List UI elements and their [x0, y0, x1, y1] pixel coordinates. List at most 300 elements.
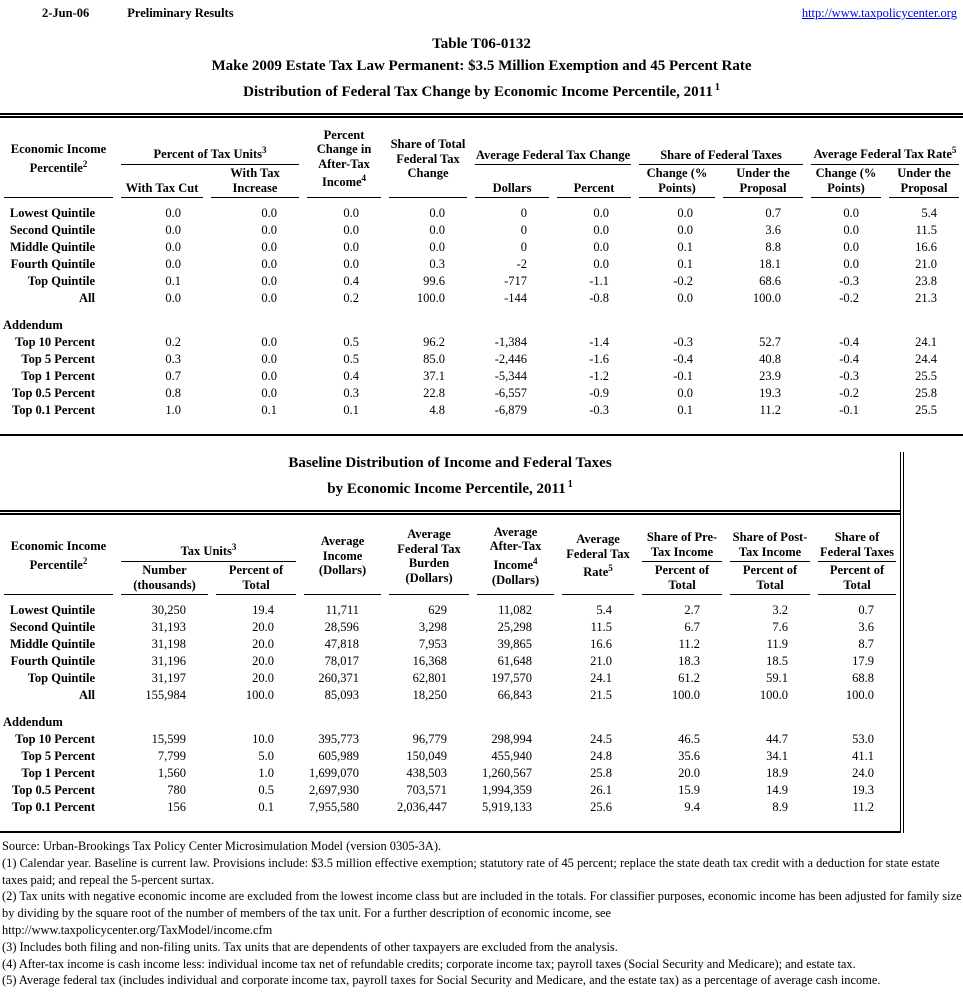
table-row — [0, 731, 900, 748]
cell-value: 16,368 — [412, 654, 448, 668]
cell-value: 0.5 — [343, 335, 360, 349]
table-row — [0, 619, 900, 636]
cell-value: 0.0 — [165, 206, 181, 220]
cell-value: 0.1 — [258, 800, 275, 814]
cell-value: -6,879 — [494, 403, 528, 417]
cell-value: 150,049 — [406, 749, 448, 763]
cell-value: 6.7 — [684, 620, 701, 634]
cell-value: 66,843 — [497, 688, 533, 702]
cell-value: 7.6 — [772, 620, 789, 634]
cell-value: 0.0 — [843, 257, 860, 271]
cell-value: 0.0 — [429, 240, 446, 254]
row-label: Top 0.5 Percent — [12, 783, 95, 797]
col-average-after-tax-income: Average After-Tax Income$^4$ (Dollars) — [473, 517, 558, 595]
cell-value: 703,571 — [406, 783, 448, 797]
cell-value: -0.1 — [673, 369, 694, 383]
cell-value: -6,557 — [494, 386, 528, 400]
cell-value: -0.3 — [839, 369, 860, 383]
table1-titles — [0, 33, 963, 103]
cell-value: 40.8 — [759, 352, 782, 366]
tax-change-main-rows — [0, 198, 963, 307]
cell-value: 18.9 — [766, 766, 789, 780]
col-with-tax-increase: With Tax Increase — [207, 165, 303, 198]
row-label: All — [79, 688, 95, 702]
col-percent-of-total-pre: Percent of Total — [638, 562, 726, 595]
cell-value: 0.0 — [677, 386, 694, 400]
cell-value: 0.0 — [165, 291, 181, 305]
cell-value: 100.0 — [245, 688, 275, 702]
footnote-line: (1) Calendar year. Baseline is current law. Provisions include: $3.5 million effective exemption; statutory rate of 45 percent; replace the state death tax credit with a deduction for state estate taxes paid; and repeal the 5-percent surtax. — [2, 855, 940, 887]
cell-value: 455,940 — [491, 749, 533, 763]
cell-value: 0.0 — [593, 223, 610, 237]
col-percent-of-total-fed: Percent of Total — [814, 562, 900, 595]
cell-value: 24.5 — [590, 732, 613, 746]
cell-value: -2,446 — [494, 352, 528, 366]
cell-value: 19.3 — [759, 386, 782, 400]
cell-value: 20.0 — [678, 766, 701, 780]
cell-value: 8.8 — [765, 240, 782, 254]
cell-value: 15,599 — [151, 732, 186, 746]
cell-value: 0.8 — [165, 386, 181, 400]
cell-value: 0.0 — [261, 352, 278, 366]
addendum-label: Addendum — [3, 715, 63, 729]
cell-value: 0.0 — [261, 386, 278, 400]
cell-value: 100.0 — [752, 291, 782, 305]
cell-value: 1,560 — [157, 766, 186, 780]
cell-value: 24.1 — [590, 671, 613, 685]
footnote-line: (4) After-tax income is cash income less: individual income tax net of refundable credits; corporate income tax; payroll taxes (Social Security and Medicare); and estate tax. — [2, 956, 856, 971]
cell-value: 0.0 — [343, 240, 360, 254]
cell-value: 11.5 — [590, 620, 613, 634]
addendum-label: Addendum — [3, 318, 63, 332]
cell-value: 24.1 — [915, 335, 938, 349]
cell-value: -0.8 — [589, 291, 610, 305]
col-percent-of-total-post: Percent of Total — [726, 562, 814, 595]
cell-value: 0.0 — [343, 223, 360, 237]
cell-value: -0.2 — [839, 291, 860, 305]
row-label: Top 10 Percent — [15, 335, 95, 349]
cell-value: 25,298 — [497, 620, 533, 634]
cell-value: -1.4 — [589, 335, 610, 349]
status-label: Preliminary Results — [127, 6, 234, 20]
cell-value: 0.0 — [165, 257, 181, 271]
cell-value: 0.7 — [165, 369, 181, 383]
baseline-table-header — [0, 517, 900, 595]
cell-value: 17.9 — [852, 654, 875, 668]
cell-value: 25.5 — [915, 403, 938, 417]
cell-value: 605,989 — [318, 749, 360, 763]
footnote-ref-3: 3 — [261, 145, 267, 156]
tax-change-addendum-head — [0, 307, 963, 334]
cell-value: -0.4 — [673, 352, 694, 366]
cell-value: 0.5 — [258, 783, 275, 797]
cell-value: 0.3 — [165, 352, 181, 366]
group-average-federal-tax-change: Average Federal Tax Change — [471, 120, 635, 165]
group-share-post-tax-income: Share of Post-Tax Income — [726, 517, 814, 562]
cell-value: 8.7 — [858, 637, 875, 651]
footnote-line: http://www.taxpolicycenter.org/TaxModel/income.cfm — [2, 922, 273, 937]
cell-value: 4.8 — [429, 403, 446, 417]
cell-value: 11.5 — [915, 223, 938, 237]
cell-value: 438,503 — [406, 766, 448, 780]
row-label: Top 5 Percent — [21, 352, 95, 366]
row-label: Top 10 Percent — [15, 732, 95, 746]
row-label: Middle Quintile — [9, 637, 95, 651]
cell-value: 22.8 — [423, 386, 446, 400]
taxpolicycenter-link[interactable]: http://www.taxpolicycenter.org — [801, 6, 957, 20]
cell-value: 0.7 — [858, 603, 875, 617]
table-row — [0, 368, 963, 385]
tax-change-table — [0, 120, 963, 419]
cell-value: 0.0 — [261, 223, 278, 237]
cell-value: 37.1 — [423, 369, 446, 383]
table2-subtitle: by Economic Income Percentile, 2011 $^1$ — [327, 479, 573, 497]
cell-value: 23.8 — [915, 274, 938, 288]
cell-value: 53.0 — [852, 732, 875, 746]
cell-value: 0.0 — [593, 240, 610, 254]
cell-value: 35.6 — [678, 749, 701, 763]
cell-value: 21.0 — [915, 257, 938, 271]
col-under-proposal-rate: Under the Proposal — [885, 165, 963, 198]
cell-value: -1.2 — [589, 369, 610, 383]
cell-value: 0.1 — [677, 240, 694, 254]
tax-change-table-wrapper — [0, 113, 963, 436]
cell-value: 7,799 — [157, 749, 186, 763]
row-label: Top 1 Percent — [21, 369, 95, 383]
baseline-section — [0, 452, 904, 833]
cell-value: 156 — [167, 800, 186, 814]
cell-value: 0.0 — [677, 206, 694, 220]
cell-value: 0.0 — [677, 291, 694, 305]
cell-value: 11,082 — [498, 603, 533, 617]
cell-value: 61,648 — [497, 654, 533, 668]
cell-value: 21.0 — [590, 654, 613, 668]
table-row — [0, 222, 963, 239]
cell-value: 0.0 — [261, 257, 278, 271]
col-number-thousands: Number (thousands) — [117, 562, 212, 595]
cell-value: 5.0 — [258, 749, 275, 763]
cell-value: 25.8 — [915, 386, 938, 400]
baseline-main-rows — [0, 595, 900, 704]
cell-value: 1,260,567 — [482, 766, 533, 780]
cell-value: 96,779 — [412, 732, 448, 746]
group-share-pre-tax-income: Share of Pre-Tax Income — [638, 517, 726, 562]
cell-value: 21.5 — [590, 688, 613, 702]
cell-value: -1,384 — [494, 335, 528, 349]
col-under-proposal-share: Under the Proposal — [719, 165, 807, 198]
table-row — [0, 670, 900, 687]
cell-value: 0.4 — [343, 274, 360, 288]
col-percent-of-total-units: Percent of Total — [212, 562, 300, 595]
cell-value: 68.8 — [852, 671, 875, 685]
col-change-points-rate: Change (% Points) — [807, 165, 885, 198]
cell-value: 0.4 — [343, 369, 360, 383]
footnote-ref-4: 4 — [361, 173, 367, 184]
row-label: All — [79, 291, 95, 305]
cell-value: 31,196 — [151, 654, 186, 668]
cell-value: 41.1 — [852, 749, 875, 763]
table-row — [0, 334, 963, 351]
cell-value: 39,865 — [497, 637, 533, 651]
cell-value: 18.1 — [759, 257, 782, 271]
cell-value: 0.0 — [261, 240, 278, 254]
footnote-line: (2) Tax units with negative economic income are excluded from the lowest income class but are included in the totals. For classifier purposes, economic income has been adjusted for family size by dividing by the square root of the number of members of the tax unit. For a further description of economic income, see — [2, 889, 962, 921]
col-percent: Percent — [553, 165, 635, 198]
footnote-ref-2: 2 — [82, 555, 88, 566]
cell-value: 0.0 — [429, 206, 446, 220]
col-average-federal-tax-rate: Average Federal Tax Rate$^5$ — [558, 517, 638, 595]
table-row — [0, 765, 900, 782]
cell-value: 0.3 — [429, 257, 446, 271]
cell-value: 68.6 — [759, 274, 782, 288]
table-row — [0, 239, 963, 256]
cell-value: 23.9 — [759, 369, 782, 383]
cell-value: 0.3 — [343, 386, 360, 400]
footnote-ref-5: 5 — [951, 145, 957, 156]
table-number: Table T06-0132 — [432, 36, 531, 52]
table1-subtitle: Distribution of Federal Tax Change by Economic Income Percentile, 2011 $^1$ — [243, 82, 720, 100]
cell-value: 0 — [520, 240, 528, 254]
row-label: Top Quintile — [27, 671, 95, 685]
table-row — [0, 385, 963, 402]
cell-value: -5,344 — [494, 369, 528, 383]
col-dollars: Dollars — [471, 165, 553, 198]
cell-value: 24.0 — [852, 766, 875, 780]
cell-value: 0.2 — [343, 291, 360, 305]
cell-value: 3.6 — [765, 223, 782, 237]
cell-value: 0.0 — [843, 240, 860, 254]
table-row — [0, 198, 963, 222]
cell-value: 3.2 — [772, 603, 789, 617]
cell-value: 11.2 — [678, 637, 701, 651]
cell-value: 0.0 — [343, 206, 360, 220]
cell-value: 5.4 — [596, 603, 613, 617]
baseline-table — [0, 517, 900, 816]
cell-value: 0.5 — [343, 352, 360, 366]
cell-value: 0 — [520, 223, 528, 237]
cell-value: 10.0 — [252, 732, 275, 746]
cell-value: 20.0 — [252, 654, 275, 668]
cell-value: 16.6 — [915, 240, 938, 254]
cell-value: 8.9 — [772, 800, 789, 814]
cell-value: 59.1 — [766, 671, 789, 685]
cell-value: 24.8 — [590, 749, 613, 763]
group-average-federal-tax-rate: Average Federal Tax Rate$^5$ — [807, 120, 963, 165]
row-label: Lowest Quintile — [9, 603, 95, 617]
table-row — [0, 748, 900, 765]
group-percent-of-tax-units: Percent of Tax Units$^3$ — [117, 120, 303, 165]
date-label: 2-Jun-06 — [42, 6, 90, 20]
cell-value: 0.0 — [261, 291, 278, 305]
cell-value: 11,711 — [325, 603, 360, 617]
row-label: Top 0.1 Percent — [12, 800, 95, 814]
cell-value: 0.1 — [677, 403, 694, 417]
cell-value: 78,017 — [324, 654, 360, 668]
cell-value: 0.1 — [261, 403, 278, 417]
footnote-ref-1: 1 — [567, 479, 573, 490]
cell-value: 100.0 — [759, 688, 789, 702]
row-label: Fourth Quintile — [10, 654, 95, 668]
cell-value: 0.0 — [343, 257, 360, 271]
cell-value: 0.1 — [165, 274, 181, 288]
cell-value: -1.6 — [589, 352, 610, 366]
cell-value: 197,570 — [491, 671, 533, 685]
cell-value: 15.9 — [678, 783, 701, 797]
addendum-label-row — [0, 714, 900, 731]
cell-value: 7,953 — [418, 637, 448, 651]
cell-value: 0.0 — [165, 223, 181, 237]
row-label: Fourth Quintile — [10, 257, 95, 271]
cell-value: 2,697,930 — [309, 783, 360, 797]
cell-value: 260,371 — [318, 671, 360, 685]
cell-value: 0.0 — [261, 206, 278, 220]
table-row — [0, 256, 963, 273]
cell-value: 96.2 — [423, 335, 446, 349]
col-percent-change-after-tax-income: Percent Change in After-Tax Income$^4$ — [303, 120, 385, 198]
cell-value: 100.0 — [845, 688, 875, 702]
table-row — [0, 636, 900, 653]
row-label: Top 5 Percent — [21, 749, 95, 763]
cell-value: -1.1 — [589, 274, 610, 288]
footnote-line: (5) Average federal tax (includes individual and corporate income tax, payroll taxes for Social Security and Medicare, and the estate tax) as a percentage of average cash income. — [2, 973, 881, 988]
footnote-ref-5: 5 — [608, 563, 613, 574]
cell-value: 0.0 — [843, 206, 860, 220]
cell-value: 31,197 — [151, 671, 186, 685]
addendum-label-row — [0, 317, 963, 334]
cell-value: 0.0 — [261, 335, 278, 349]
cell-value: 395,773 — [318, 732, 360, 746]
cell-value: 1,699,070 — [309, 766, 360, 780]
row-label: Top Quintile — [27, 274, 95, 288]
cell-value: -0.9 — [589, 386, 610, 400]
cell-value: 19.3 — [852, 783, 875, 797]
group-tax-units: Tax Units$^3$ — [117, 517, 300, 562]
cell-value: 0.0 — [429, 223, 446, 237]
cell-value: 25.6 — [590, 800, 613, 814]
spacer-row — [0, 307, 963, 317]
baseline-addendum-rows — [0, 731, 900, 816]
footnote-line: Source: Urban-Brookings Tax Policy Center Microsimulation Model (version 0305-3A). — [2, 839, 442, 853]
page-header — [0, 0, 963, 21]
cell-value: -144 — [504, 291, 528, 305]
col-change-points-share: Change (% Points) — [635, 165, 719, 198]
cell-value: 5,919,133 — [482, 800, 533, 814]
cell-value: 31,193 — [151, 620, 186, 634]
tax-change-addendum-rows — [0, 334, 963, 419]
tax-change-table-header — [0, 120, 963, 198]
cell-value: 0.0 — [593, 257, 610, 271]
cell-value: 2,036,447 — [397, 800, 448, 814]
row-label: Top 0.1 Percent — [12, 403, 95, 417]
row-label: Top 0.5 Percent — [12, 386, 95, 400]
cell-value: 20.0 — [252, 671, 275, 685]
table-row — [0, 273, 963, 290]
cell-value: 0.2 — [165, 335, 181, 349]
cell-value: 780 — [167, 783, 186, 797]
cell-value: 0.0 — [261, 274, 278, 288]
cell-value: 52.7 — [759, 335, 782, 349]
col-share-of-total-federal-tax-change: Share of Total Federal Tax Change — [385, 120, 471, 198]
cell-value: 0.7 — [765, 206, 782, 220]
footnote-ref-3: 3 — [231, 542, 237, 553]
cell-value: 25.5 — [915, 369, 938, 383]
cell-value: 85.0 — [423, 352, 446, 366]
cell-value: 24.4 — [915, 352, 938, 366]
footnotes — [0, 838, 963, 989]
cell-value: 2.7 — [684, 603, 701, 617]
cell-value: -0.2 — [673, 274, 694, 288]
cell-value: 14.9 — [766, 783, 789, 797]
cell-value: 85,093 — [324, 688, 360, 702]
table-row — [0, 290, 963, 307]
table-row — [0, 687, 900, 704]
cell-value: 18,250 — [412, 688, 448, 702]
col-economic-income-percentile: Economic Income Percentile$^2$ — [0, 517, 117, 595]
cell-value: 155,984 — [145, 688, 186, 702]
cell-value: 0 — [520, 206, 528, 220]
cell-value: 1,994,359 — [482, 783, 533, 797]
footnote-ref-4: 4 — [533, 555, 538, 566]
cell-value: -0.3 — [589, 403, 610, 417]
cell-value: 21.3 — [915, 291, 938, 305]
cell-value: 19.4 — [252, 603, 275, 617]
cell-value: 1.0 — [258, 766, 275, 780]
row-label: Second Quintile — [9, 223, 95, 237]
cell-value: 47,818 — [324, 637, 360, 651]
cell-value: 18.3 — [678, 654, 701, 668]
footnote-ref-1: 1 — [714, 82, 720, 93]
cell-value: 0.0 — [677, 223, 694, 237]
cell-value: 16.6 — [590, 637, 613, 651]
cell-value: 34.1 — [766, 749, 789, 763]
cell-value: 298,994 — [491, 732, 533, 746]
cell-value: 11.2 — [759, 403, 782, 417]
cell-value: 31,198 — [151, 637, 186, 651]
cell-value: 28,596 — [324, 620, 360, 634]
row-label: Lowest Quintile — [9, 206, 95, 220]
col-with-tax-cut: With Tax Cut — [117, 165, 207, 198]
table2-titles — [0, 452, 900, 500]
table-row — [0, 799, 900, 816]
footnote-line: (3) Includes both filing and non-filing units. Tax units that are dependents of other taxpayers are excluded from the analysis. — [2, 939, 618, 954]
table-row — [0, 653, 900, 670]
cell-value: -2 — [516, 257, 528, 271]
cell-value: 0.1 — [343, 403, 360, 417]
table-row — [0, 402, 963, 419]
cell-value: 44.7 — [766, 732, 789, 746]
cell-value: 99.6 — [423, 274, 446, 288]
cell-value: 3,298 — [418, 620, 448, 634]
table1-title: Make 2009 Estate Tax Law Permanent: $3.5 Million Exemption and 45 Percent Rate — [211, 58, 752, 74]
cell-value: 0.0 — [165, 240, 181, 254]
group-share-of-federal-taxes: Share of Federal Taxes — [635, 120, 807, 165]
baseline-table-wrapper — [0, 510, 900, 833]
cell-value: 18.5 — [766, 654, 789, 668]
baseline-addendum-head — [0, 704, 900, 731]
cell-value: 5.4 — [921, 206, 938, 220]
cell-value: 26.1 — [590, 783, 613, 797]
col-average-federal-tax-burden: Average Federal Tax Burden (Dollars) — [385, 517, 473, 595]
cell-value: -0.3 — [673, 335, 694, 349]
table2-title: Baseline Distribution of Income and Federal Taxes — [288, 455, 612, 471]
cell-value: 25.8 — [590, 766, 613, 780]
cell-value: 0.0 — [593, 206, 610, 220]
cell-value: 62,801 — [412, 671, 448, 685]
row-label: Top 1 Percent — [21, 766, 95, 780]
cell-value: 7,955,580 — [309, 800, 360, 814]
table-row — [0, 782, 900, 799]
col-economic-income-percentile: Economic Income Percentile$^2$ — [0, 120, 117, 198]
